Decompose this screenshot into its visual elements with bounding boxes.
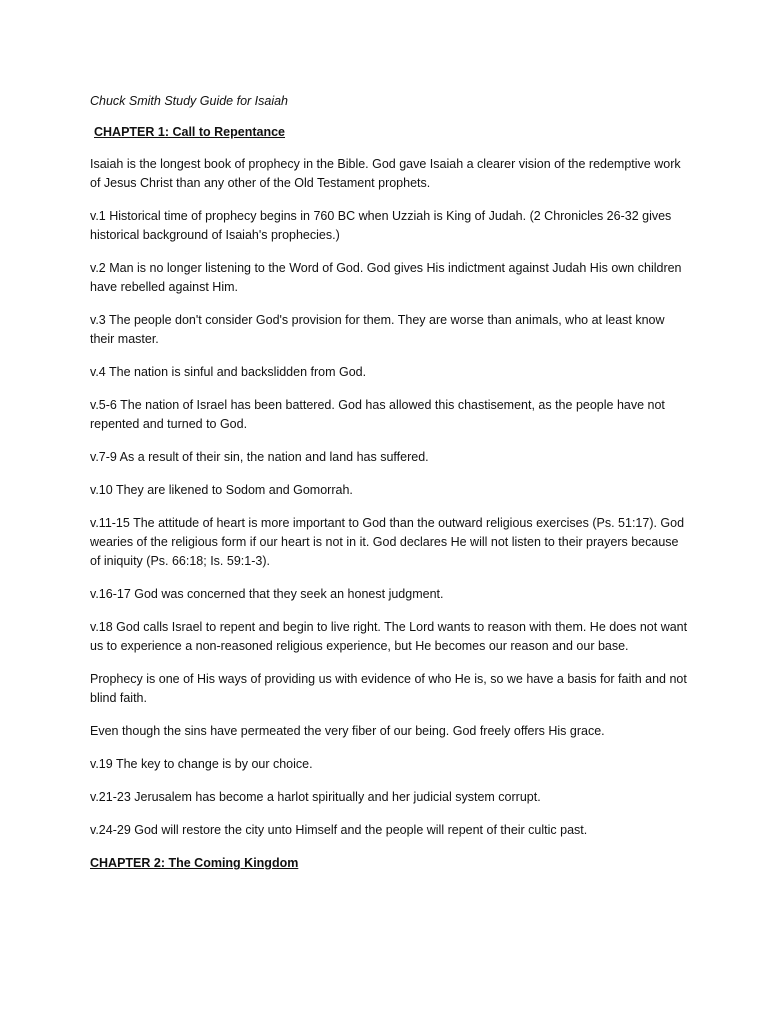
paragraph-v1: v.1 Historical time of prophecy begins in 760 BC when Uzziah is King of Judah. (2 Chronicles 26-32 gives historical background of Isaiah's prophecies.) — [90, 209, 672, 242]
paragraph-v5-6: v.5-6 The nation of Israel has been battered. God has allowed this chastisement, as the people have not repented and turned to God. — [90, 398, 665, 431]
paragraph-grace: Even though the sins have permeated the very fiber of our being. God freely offers His grace. — [90, 724, 605, 738]
paragraph-v4: v.4 The nation is sinful and backslidden from God. — [90, 365, 367, 379]
paragraph-v21-23: v.21-23 Jerusalem has become a harlot spiritually and her judicial system corrupt. — [90, 790, 541, 804]
paragraph-intro: Isaiah is the longest book of prophecy in the Bible. God gave Isaiah a clearer vision of the redemptive work of Jesus Christ than any other of the Old Testament prophets. — [90, 157, 681, 190]
paragraph-v2: v.2 Man is no longer listening to the Word of God. God gives His indictment against Judah His own children have rebelled against Him. — [90, 261, 682, 294]
paragraph-v7-9: v.7-9 As a result of their sin, the nation and land has suffered. — [90, 450, 429, 464]
document-title: Chuck Smith Study Guide for Isaiah — [90, 94, 289, 108]
paragraph-v10: v.10 They are likened to Sodom and Gomorrah. — [90, 483, 353, 497]
chapter-1-heading: CHAPTER 1: Call to Repentance — [94, 125, 286, 139]
paragraph-v18: v.18 God calls Israel to repent and begin to live right. The Lord wants to reason with them. He does not want us to experience a non-reasoned religious experience, but He becomes our reason and our base. — [90, 620, 688, 653]
paragraph-v11-15: v.11-15 The attitude of heart is more important to God than the outward religious exercises (Ps. 51:17). God wearies of the religious form if our heart is not in it. God declares He will not listen to their prayers because of iniquity (Ps. 66:18; Is. 59:1-3). — [90, 516, 685, 568]
paragraph-prophecy: Prophecy is one of His ways of providing us with evidence of who He is, so we have a basis for faith and not blind faith. — [90, 672, 687, 705]
document-page — [90, 92, 690, 886]
paragraph-v24-29: v.24-29 God will restore the city unto Himself and the people will repent of their cultic past. — [90, 823, 588, 837]
chapter-2-heading: CHAPTER 2: The Coming Kingdom — [90, 856, 299, 870]
paragraph-v3: v.3 The people don't consider God's provision for them. They are worse than animals, who at least know their master. — [90, 313, 665, 346]
paragraph-v16-17: v.16-17 God was concerned that they seek an honest judgment. — [90, 587, 444, 601]
paragraph-v19: v.19 The key to change is by our choice. — [90, 757, 313, 771]
